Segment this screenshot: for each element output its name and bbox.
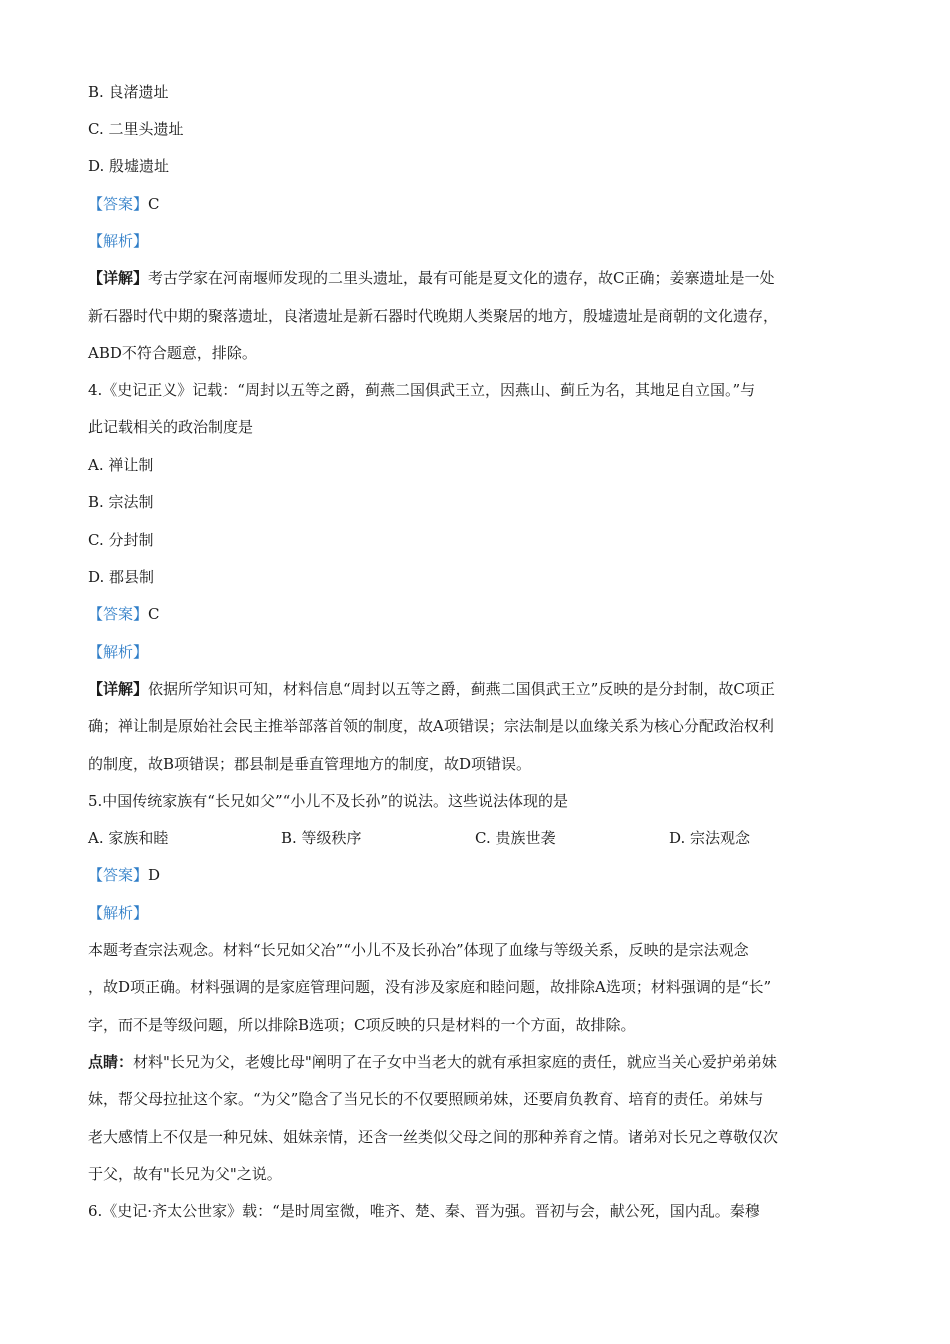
q5-stem: 5.中国传统家族有“长兄如父”“小儿不及长孙”的说法。这些说法体现的是	[88, 792, 568, 810]
q4-option-d: D. 郡县制	[88, 568, 155, 586]
q3-option-b: B. 良渚遗址	[88, 83, 169, 101]
q5-dianjing-line-3: 老大感情上不仅是一种兄妹、姐妹亲情，还含一丝类似父母之间的那种养育之情。诸弟对长兄之尊敬仅次	[88, 1128, 779, 1146]
q3-detail-line-1	[88, 268, 868, 288]
q4-stem-line-1: 4.《史记正义》记载：“周封以五等之爵，蓟燕二国俱武王立，因燕山、蓟丘为名，其地足自立国。”与	[88, 381, 756, 399]
dianjing-tag: 点睛：	[88, 1053, 134, 1071]
q5-option-a: A. 家族和睦	[88, 829, 169, 847]
q5-analysis-line-3: 字，而不是等级问题，所以排除B选项；C项反映的只是材料的一个方面，故排除。	[88, 1016, 636, 1034]
q5-dianjing-line-2: 妹，帮父母拉扯这个家。“为父”隐含了当兄长的不仅要照顾弟妹，还要肩负教育、培育的责任。弟妹与	[88, 1090, 764, 1108]
q4-answer	[88, 604, 868, 624]
q4-stem-line-2: 此记载相关的政治制度是	[88, 418, 254, 436]
q6-stem: 6.《史记·齐太公世家》载：“是时周室微，唯齐、楚、秦、晋为强。晋初与会，献公死，国内乱。秦穆	[88, 1202, 760, 1220]
q3-analysis-tag: 【解析】	[88, 232, 149, 250]
answer-value: C	[148, 195, 160, 213]
q3-answer	[88, 194, 868, 214]
q3-option-c: C. 二里头遗址	[88, 120, 184, 138]
q3-detail-line-3: ABD不符合题意，排除。	[88, 344, 257, 362]
q4-option-c: C. 分封制	[88, 531, 154, 549]
detail-tag: 【详解】	[88, 269, 149, 287]
q4-option-a: A. 禅让制	[88, 456, 154, 474]
q5-analysis-tag: 【解析】	[88, 904, 149, 922]
detail-text: 考古学家在河南堰师发现的二里头遗址，最有可能是夏文化的遗存，故C正确；姜寨遗址是一处	[148, 269, 775, 287]
q4-option-b: B. 宗法制	[88, 493, 154, 511]
q3-option-d: D. 殷墟遗址	[88, 157, 170, 175]
answer-tag: 【答案】	[88, 605, 149, 623]
q4-detail-line-1	[88, 679, 868, 699]
detail-text: 依据所学知识可知，材料信息“周封以五等之爵，蓟燕二国俱武王立”反映的是分封制，故C项正	[148, 680, 775, 698]
q4-detail-line-3: 的制度，故B项错误；郡县制是垂直管理地方的制度，故D项错误。	[88, 755, 532, 773]
dianjing-text: 材料"长兄为父，老嫂比母"阐明了在子女中当老大的就有承担家庭的责任，就应当关心爱护弟弟妹	[133, 1053, 777, 1071]
q5-dianjing-line-4: 于父，故有"长兄为父"之说。	[88, 1165, 282, 1183]
q4-analysis-tag: 【解析】	[88, 643, 149, 661]
q5-dianjing-line-1	[88, 1052, 868, 1072]
q5-analysis-line-2: ，故D项正确。材料强调的是家庭管理问题，没有涉及家庭和睦问题，故排除A选项；材料强调的是“长”	[88, 978, 772, 996]
q3-detail-line-2: 新石器时代中期的聚落遗址，良渚遗址是新石器时代晚期人类聚居的地方，殷墟遗址是商朝的文化遗存，	[88, 307, 779, 325]
detail-tag: 【详解】	[88, 680, 149, 698]
q5-option-b: B. 等级秩序	[281, 829, 362, 847]
answer-value: D	[148, 866, 161, 884]
answer-tag: 【答案】	[88, 195, 149, 213]
answer-tag: 【答案】	[88, 866, 149, 884]
q5-analysis-line-1: 本题考查宗法观念。材料“长兄如父冶”“小儿不及长孙冶”体现了血缘与等级关系，反映的是宗法观念	[88, 941, 749, 959]
answer-value: C	[148, 605, 160, 623]
q5-option-c: C. 贵族世袭	[475, 829, 556, 847]
q5-answer	[88, 865, 868, 885]
q5-option-d: D. 宗法观念	[669, 829, 751, 847]
q4-detail-line-2: 确；禅让制是原始社会民主推举部落首领的制度，故A项错误；宗法制是以血缘关系为核心分配政治权利	[88, 717, 774, 735]
